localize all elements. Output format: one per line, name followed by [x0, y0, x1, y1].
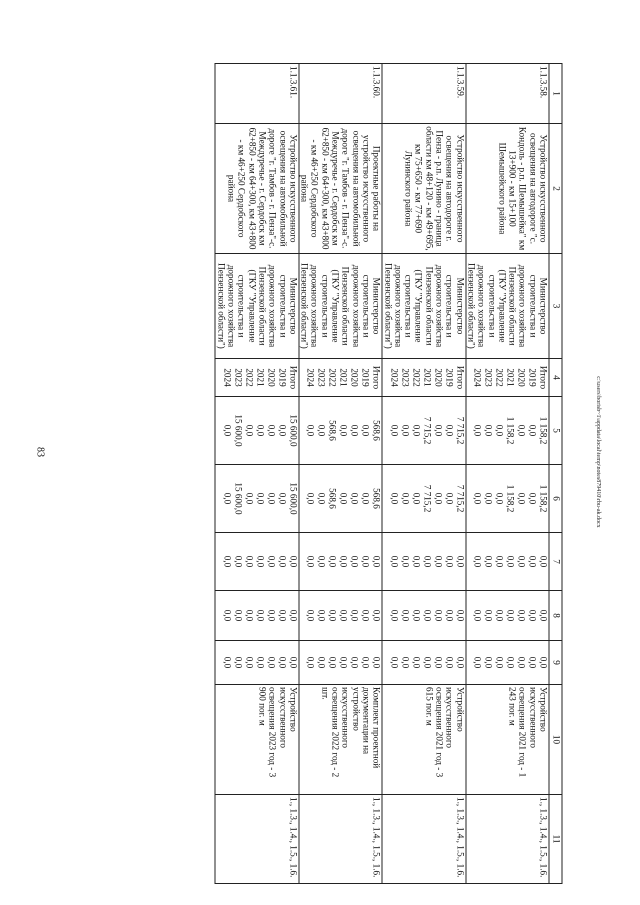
column-header: 9: [549, 641, 562, 685]
row-col8-value: 0,0: [433, 609, 444, 622]
page-number: 83: [34, 447, 46, 457]
row-years-value: Итого: [538, 365, 549, 390]
header-row: [549, 64, 562, 884]
row-col6-value: 0,0: [305, 492, 316, 505]
row-col5-value: 15 600,0: [288, 414, 299, 447]
column-header: 5: [549, 397, 562, 465]
row-years-value: 2024: [222, 368, 233, 387]
row-col5: [299, 397, 382, 465]
row-col5-value: 7 715,2: [455, 416, 466, 445]
row-col6-value: 0,0: [222, 492, 233, 505]
row-col6-value: 0,0: [483, 492, 494, 505]
row-col5-value: 0,0: [277, 424, 288, 437]
table-body: [216, 64, 550, 884]
row-col6-value: 0,0: [277, 492, 288, 505]
row-col5-value: 0,0: [244, 424, 255, 437]
row-col9: [299, 641, 382, 685]
row-name: Устройство искусственного освещения на автодороге г. Пенза - р.п. Лунино - граница области км 48+120 - км 49+695, км 75+650 - км 77+690 Лунинского района: [382, 124, 465, 254]
row-years-value: 2021: [255, 368, 266, 387]
row-col9-value: 0,0: [389, 656, 400, 669]
row-col8-value: 0,0: [255, 609, 266, 622]
column-header: 3: [549, 254, 562, 359]
row-col6-value: 15 600,0: [233, 482, 244, 515]
row-col6-value: 0,0: [527, 492, 538, 505]
row-col6-value: 0,0: [255, 492, 266, 505]
column-header: 11: [549, 795, 562, 884]
row-years-value: 2020: [266, 368, 277, 387]
row-col9-value: 0,0: [527, 656, 538, 669]
row-col9-value: 0,0: [222, 656, 233, 669]
row-years-value: 2022: [411, 368, 422, 387]
row-col8-value: 0,0: [327, 609, 338, 622]
row-years-value: 2024: [472, 368, 483, 387]
row-col8-value: 0,0: [494, 609, 505, 622]
rotated-table-wrapper: [108, 63, 563, 883]
row-col6: [382, 465, 465, 533]
row-col7-value: 0,0: [349, 555, 360, 568]
row-col8-value: 0,0: [516, 609, 527, 622]
row-col9-value: 0,0: [349, 656, 360, 669]
row-col8-value: 0,0: [244, 609, 255, 622]
row-col6-value: 0,0: [411, 492, 422, 505]
row-col8-value: 0,0: [288, 609, 299, 622]
row-col6-value: 1 158,2: [538, 484, 549, 513]
row-goals: 1., 1.3., 1.4., 1.5., 1.6.: [382, 795, 465, 884]
row-years-value: 2019: [360, 368, 371, 387]
row-col5-value: 15 600,0: [233, 414, 244, 447]
row-col7-value: 0,0: [538, 555, 549, 568]
row-col8-value: 0,0: [305, 609, 316, 622]
row-col6: [466, 465, 549, 533]
row-col6-value: 0,0: [244, 492, 255, 505]
row-years-value: Итого: [371, 365, 382, 390]
row-col5: [466, 397, 549, 465]
row-years-value: 2022: [327, 368, 338, 387]
row-col7-value: 0,0: [455, 555, 466, 568]
row-col9-value: 0,0: [266, 656, 277, 669]
row-result: Устройство искусственного освещения 2023 год - 3 900 пог. м: [216, 685, 299, 795]
column-header: 1: [549, 64, 562, 124]
footer-path: c:\users\borisb~1\appdata\local\temp\notes879410\rbu-ak.docx: [595, 376, 601, 528]
row-years-value: 2023: [400, 368, 411, 387]
row-col5-value: 568,6: [327, 420, 338, 441]
row-col8-value: 0,0: [455, 609, 466, 622]
row-col9-value: 0,0: [516, 656, 527, 669]
row-goals: 1., 1.3., 1.4., 1.5., 1.6.: [466, 795, 549, 884]
row-col6-value: 0,0: [338, 492, 349, 505]
row-col8-value: 0,0: [411, 609, 422, 622]
row-years-value: 2022: [244, 368, 255, 387]
row-col5-value: 568,6: [371, 420, 382, 441]
row-col6-value: 568,6: [371, 488, 382, 509]
row-years-value: 2019: [527, 368, 538, 387]
row-years-value: 2021: [338, 368, 349, 387]
table-row: [466, 64, 549, 884]
row-years-value: 2022: [494, 368, 505, 387]
row-col7-value: 0,0: [316, 555, 327, 568]
row-col5-value: 0,0: [255, 424, 266, 437]
column-header: 7: [549, 533, 562, 591]
row-col8: [216, 591, 299, 641]
row-col9-value: 0,0: [444, 656, 455, 669]
row-col6: [299, 465, 382, 533]
table-row: [216, 64, 299, 884]
row-col9-value: 0,0: [400, 656, 411, 669]
column-header: 6: [549, 465, 562, 533]
row-col6-value: 7 715,2: [455, 484, 466, 513]
row-col8: [299, 591, 382, 641]
row-name: Устройство искусственного освещения на автодороге "с. Кондоль - р.п. Шемышейка" км 13+900 - км 15+100 Шемышейского района: [466, 124, 549, 254]
row-years-value: Итого: [455, 365, 466, 390]
row-col6-value: 0,0: [349, 492, 360, 505]
row-col8-value: 0,0: [338, 609, 349, 622]
row-col5-value: 1 158,2: [505, 416, 516, 445]
row-col8-value: 0,0: [389, 609, 400, 622]
row-col8-value: 0,0: [316, 609, 327, 622]
program-table: [215, 63, 563, 884]
row-years: [382, 359, 465, 397]
row-col7: [382, 533, 465, 591]
row-col8: [466, 591, 549, 641]
column-header: 4: [549, 359, 562, 397]
row-col7-value: 0,0: [244, 555, 255, 568]
row-col5-value: 0,0: [338, 424, 349, 437]
row-code: 1.1.3.61.: [216, 64, 299, 124]
row-col9-value: 0,0: [360, 656, 371, 669]
row-name: Проектные работы на устройство искусственного освещения на автомобильной дороге "г. Тамбов - г. Пенза"-с. Междуречье - г. Сердобск км 62+850 - км 64+300, км 43+800 - км 46+250 Сердобского района: [299, 124, 382, 254]
row-col6-value: 0,0: [400, 492, 411, 505]
row-col7-value: 0,0: [400, 555, 411, 568]
row-col9: [382, 641, 465, 685]
row-col7-value: 0,0: [327, 555, 338, 568]
row-result: Устройство искусственного освещения 2021 год - 3 615 пог. м: [382, 685, 465, 795]
row-col7-value: 0,0: [444, 555, 455, 568]
column-header: 8: [549, 591, 562, 641]
row-col9-value: 0,0: [255, 656, 266, 669]
row-col9: [466, 641, 549, 685]
row-years-value: 2020: [516, 368, 527, 387]
row-responsible: Министерство строительства и дорожного хозяйства Пензенской области (ГКУ "Управление строительства и дорожного хозяйства Пензенской области"): [299, 254, 382, 359]
row-col5-value: 0,0: [400, 424, 411, 437]
row-code: 1.1.3.60.: [299, 64, 382, 124]
row-col8-value: 0,0: [505, 609, 516, 622]
row-col8-value: 0,0: [222, 609, 233, 622]
row-col9: [216, 641, 299, 685]
row-col9-value: 0,0: [338, 656, 349, 669]
row-col6-value: 0,0: [472, 492, 483, 505]
row-code: 1.1.3.59.: [382, 64, 465, 124]
row-col8-value: 0,0: [422, 609, 433, 622]
row-years-value: 2019: [277, 368, 288, 387]
row-col5-value: 0,0: [411, 424, 422, 437]
row-col5-value: 0,0: [472, 424, 483, 437]
row-col9-value: 0,0: [411, 656, 422, 669]
row-col8-value: 0,0: [277, 609, 288, 622]
row-col7-value: 0,0: [288, 555, 299, 568]
row-col8-value: 0,0: [371, 609, 382, 622]
row-col6-value: 0,0: [433, 492, 444, 505]
row-col5-value: 0,0: [389, 424, 400, 437]
row-col6-value: 7 715,2: [422, 484, 433, 513]
row-col8-value: 0,0: [527, 609, 538, 622]
row-years-value: 2020: [349, 368, 360, 387]
row-col7: [466, 533, 549, 591]
row-years: [299, 359, 382, 397]
row-col6-value: 0,0: [494, 492, 505, 505]
row-col6-value: 0,0: [389, 492, 400, 505]
row-col9-value: 0,0: [422, 656, 433, 669]
row-col6-value: 0,0: [316, 492, 327, 505]
row-years-value: 2021: [422, 368, 433, 387]
row-col6-value: 15 600,0: [288, 482, 299, 515]
row-col7: [216, 533, 299, 591]
row-col5-value: 7 715,2: [422, 416, 433, 445]
column-header: 2: [549, 124, 562, 254]
row-col8-value: 0,0: [400, 609, 411, 622]
row-col8-value: 0,0: [472, 609, 483, 622]
row-col7-value: 0,0: [433, 555, 444, 568]
row-col7-value: 0,0: [527, 555, 538, 568]
row-col8: [382, 591, 465, 641]
row-col7-value: 0,0: [422, 555, 433, 568]
row-col7-value: 0,0: [483, 555, 494, 568]
row-years-value: 2023: [316, 368, 327, 387]
row-col5-value: 0,0: [360, 424, 371, 437]
row-col7-value: 0,0: [516, 555, 527, 568]
row-col5-value: 0,0: [494, 424, 505, 437]
row-responsible: Министерство строительства и дорожного хозяйства Пензенской области (ГКУ "Управление строительства и дорожного хозяйства Пензенской области"): [216, 254, 299, 359]
row-col7-value: 0,0: [255, 555, 266, 568]
row-goals: 1., 1.3., 1.4., 1.5., 1.6.: [299, 795, 382, 884]
row-col5-value: 0,0: [527, 424, 538, 437]
row-col5-value: 0,0: [433, 424, 444, 437]
row-col7-value: 0,0: [411, 555, 422, 568]
row-col9-value: 0,0: [244, 656, 255, 669]
row-col7-value: 0,0: [266, 555, 277, 568]
row-col6-value: 0,0: [444, 492, 455, 505]
table-row: [299, 64, 382, 884]
row-col7: [299, 533, 382, 591]
row-col9-value: 0,0: [305, 656, 316, 669]
row-col7-value: 0,0: [338, 555, 349, 568]
row-col8-value: 0,0: [538, 609, 549, 622]
row-col7-value: 0,0: [472, 555, 483, 568]
row-col9-value: 0,0: [277, 656, 288, 669]
row-col6-value: 0,0: [516, 492, 527, 505]
row-years-value: 2023: [233, 368, 244, 387]
row-col5: [382, 397, 465, 465]
row-years-value: 2021: [505, 368, 516, 387]
row-col9-value: 0,0: [316, 656, 327, 669]
column-header: 10: [549, 685, 562, 795]
row-result: Устройство искусственного освещения 2021 год - 1 243 пог. м: [466, 685, 549, 795]
row-col8-value: 0,0: [266, 609, 277, 622]
row-responsible: Министерство строительства и дорожного хозяйства Пензенской области (ГКУ "Управление строительства и дорожного хозяйства Пензенской области"): [466, 254, 549, 359]
row-col7-value: 0,0: [233, 555, 244, 568]
row-years-value: 2024: [389, 368, 400, 387]
row-years-value: 2023: [483, 368, 494, 387]
row-col5: [216, 397, 299, 465]
row-col9-value: 0,0: [538, 656, 549, 669]
row-goals: 1., 1.3., 1.4., 1.5., 1.6.: [216, 795, 299, 884]
row-col5-value: 0,0: [266, 424, 277, 437]
row-col7-value: 0,0: [277, 555, 288, 568]
row-result: Комплект проектной документации на устройство искусственного освещения 2022 год - 2 шт.: [299, 685, 382, 795]
row-years-value: Итого: [288, 365, 299, 390]
row-col8-value: 0,0: [349, 609, 360, 622]
row-col6-value: 0,0: [266, 492, 277, 505]
row-years: [216, 359, 299, 397]
row-name: Устройство искусственного освещения на автомобильной дороге "г. Тамбов - г. Пенза"-с. Междуречье - г. Сердобск км 62+850 - км 64+300, км 43+800 - км 46+250 Сердобского района: [216, 124, 299, 254]
row-col5-value: 0,0: [516, 424, 527, 437]
row-col8-value: 0,0: [483, 609, 494, 622]
table-row: [382, 64, 465, 884]
row-col8-value: 0,0: [444, 609, 455, 622]
row-col7-value: 0,0: [494, 555, 505, 568]
row-col5-value: 0,0: [349, 424, 360, 437]
row-col9-value: 0,0: [288, 656, 299, 669]
row-col5-value: 0,0: [444, 424, 455, 437]
row-col7-value: 0,0: [222, 555, 233, 568]
row-col7-value: 0,0: [360, 555, 371, 568]
row-col9-value: 0,0: [233, 656, 244, 669]
row-col6-value: 568,6: [327, 488, 338, 509]
row-col9-value: 0,0: [494, 656, 505, 669]
row-col7-value: 0,0: [505, 555, 516, 568]
row-col9-value: 0,0: [371, 656, 382, 669]
row-years-value: 2019: [444, 368, 455, 387]
row-col9-value: 0,0: [472, 656, 483, 669]
row-col7-value: 0,0: [371, 555, 382, 568]
row-col9-value: 0,0: [483, 656, 494, 669]
row-col5-value: 0,0: [305, 424, 316, 437]
row-col8-value: 0,0: [233, 609, 244, 622]
row-col9-value: 0,0: [505, 656, 516, 669]
row-col5-value: 0,0: [316, 424, 327, 437]
row-col6-value: 0,0: [360, 492, 371, 505]
row-col6: [216, 465, 299, 533]
row-col5-value: 1 158,2: [538, 416, 549, 445]
row-col5-value: 0,0: [483, 424, 494, 437]
row-years-value: 2020: [433, 368, 444, 387]
row-col9-value: 0,0: [455, 656, 466, 669]
row-col7-value: 0,0: [305, 555, 316, 568]
row-years: [466, 359, 549, 397]
row-col9-value: 0,0: [433, 656, 444, 669]
row-years-value: 2024: [305, 368, 316, 387]
row-code: 1.1.3.58.: [466, 64, 549, 124]
row-col7-value: 0,0: [389, 555, 400, 568]
row-col6-value: 1 158,2: [505, 484, 516, 513]
row-col8-value: 0,0: [360, 609, 371, 622]
row-col9-value: 0,0: [327, 656, 338, 669]
row-responsible: Министерство строительства и дорожного хозяйства Пензенской области (ГКУ "Управление строительства и дорожного хозяйства Пензенской области"): [382, 254, 465, 359]
row-col5-value: 0,0: [222, 424, 233, 437]
